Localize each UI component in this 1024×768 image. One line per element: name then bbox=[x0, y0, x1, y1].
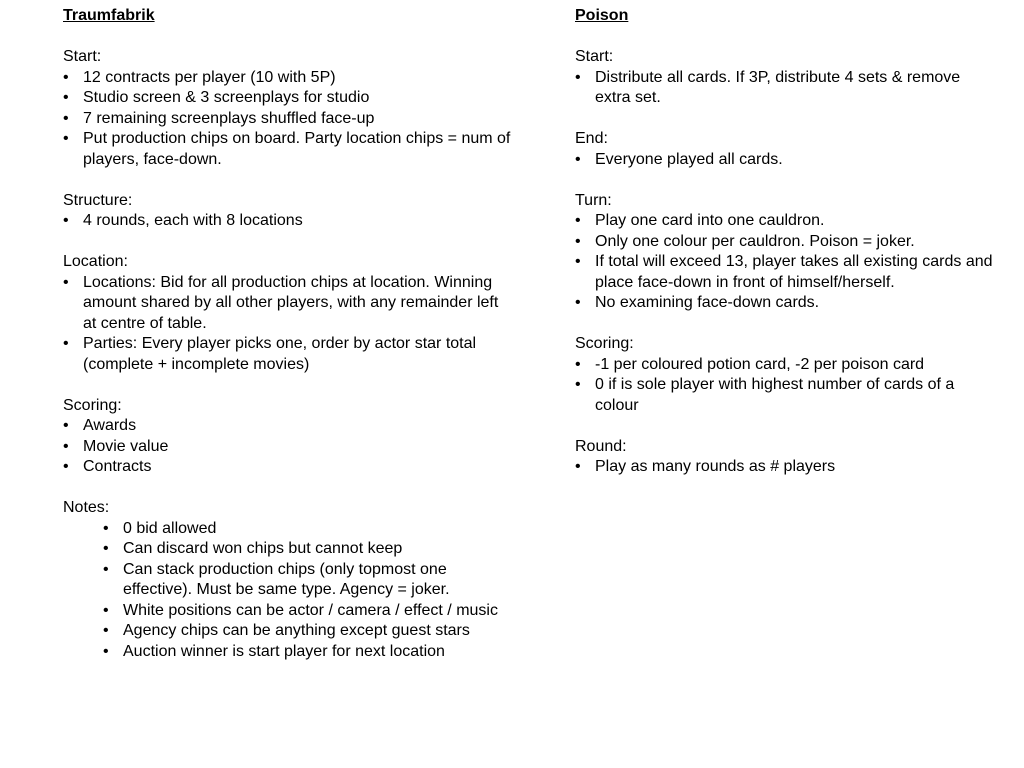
list-item-text: Awards bbox=[83, 417, 137, 434]
list-item-text: Contracts bbox=[83, 458, 152, 475]
list-item-text: Parties: Every player picks one, order by actor star total (complete + incomplete movies) bbox=[83, 335, 477, 373]
bullet-icon: • bbox=[103, 622, 109, 639]
bullet-icon: • bbox=[103, 601, 109, 619]
list-item bbox=[575, 293, 995, 314]
poison-round-section bbox=[575, 437, 995, 478]
bullet-icon: • bbox=[575, 232, 581, 250]
section-heading: Notes: bbox=[63, 499, 110, 516]
list-item bbox=[63, 129, 513, 170]
bullet-list bbox=[575, 150, 995, 171]
bullet-icon: • bbox=[103, 642, 109, 660]
section-heading: End: bbox=[575, 130, 608, 147]
bullet-list bbox=[63, 68, 513, 171]
list-item bbox=[63, 273, 513, 335]
list-item bbox=[63, 437, 513, 458]
list-item bbox=[63, 457, 513, 478]
bullet-icon: • bbox=[63, 273, 69, 291]
traumfabrik-location-section bbox=[63, 252, 513, 375]
list-item bbox=[103, 621, 513, 642]
bullet-icon: • bbox=[103, 519, 109, 537]
list-item-text: Studio screen & 3 screenplays for studio bbox=[83, 89, 370, 106]
list-item-text: Play one card into one cauldron. bbox=[595, 212, 825, 229]
section-heading: Turn: bbox=[575, 191, 612, 209]
section-heading: Location: bbox=[63, 253, 128, 270]
bullet-list bbox=[63, 273, 513, 376]
traumfabrik-scoring-section bbox=[63, 396, 513, 478]
poison-turn-section bbox=[575, 191, 995, 314]
bullet-icon: • bbox=[63, 68, 69, 86]
list-item-text: Locations: Bid for all production chips at location. Winning amount shared by all other players, with any remainder left at centre of table. bbox=[83, 273, 499, 332]
poison-scoring-section bbox=[575, 334, 995, 416]
bullet-icon: • bbox=[63, 458, 69, 475]
list-item bbox=[63, 88, 513, 109]
list-item-text: 0 bid allowed bbox=[123, 519, 217, 537]
list-item bbox=[103, 601, 513, 622]
section-heading: Start: bbox=[63, 48, 102, 65]
list-item-text: 12 contracts per player (10 with 5P) bbox=[83, 68, 336, 86]
bullet-icon: • bbox=[63, 89, 69, 106]
bullet-icon: • bbox=[63, 212, 69, 229]
bullet-icon: • bbox=[103, 540, 109, 557]
section-heading: Structure: bbox=[63, 191, 133, 209]
list-item-text: No examining face-down cards. bbox=[595, 294, 820, 311]
list-item-text: Only one colour per cauldron. Poison = joker. bbox=[595, 232, 915, 250]
traumfabrik-notes-section bbox=[63, 498, 513, 662]
traumfabrik-start-section bbox=[63, 47, 513, 170]
list-item-text: Movie value bbox=[83, 437, 169, 455]
poison-end-section bbox=[575, 129, 995, 170]
list-item-text: Auction winner is start player for next location bbox=[123, 642, 445, 660]
list-item bbox=[575, 150, 995, 171]
list-item bbox=[103, 642, 513, 663]
list-item-text: If total will exceed 13, player takes all existing cards and place face-down in front of himself/herself. bbox=[595, 253, 993, 291]
list-item-text: Distribute all cards. If 3P, distribute 4 sets & remove extra set. bbox=[595, 68, 961, 106]
poison-start-section bbox=[575, 47, 995, 109]
bullet-list bbox=[63, 211, 513, 232]
list-item-text: 7 remaining screenplays shuffled face-up bbox=[83, 109, 375, 127]
list-item-text: -1 per coloured potion card, -2 per poison card bbox=[595, 355, 925, 373]
section-heading: Scoring: bbox=[575, 335, 634, 352]
traumfabrik-column bbox=[63, 6, 513, 662]
traumfabrik-title: Traumfabrik bbox=[63, 7, 155, 24]
list-item bbox=[103, 560, 513, 601]
list-item bbox=[575, 68, 995, 109]
list-item bbox=[575, 232, 995, 253]
bullet-list bbox=[575, 355, 995, 417]
list-item bbox=[575, 211, 995, 232]
list-item-text: White positions can be actor / camera / effect / music bbox=[123, 601, 498, 619]
bullet-icon: • bbox=[63, 109, 69, 127]
bullet-list bbox=[63, 416, 513, 478]
list-item bbox=[63, 109, 513, 130]
list-item-text: Agency chips can be anything except guest stars bbox=[123, 622, 470, 639]
list-item bbox=[575, 375, 995, 416]
section-heading: Scoring: bbox=[63, 396, 122, 414]
list-item bbox=[63, 68, 513, 89]
bullet-icon: • bbox=[63, 130, 69, 147]
bullet-icon: • bbox=[575, 376, 581, 393]
bullet-icon: • bbox=[63, 437, 69, 455]
list-item-text: Put production chips on board. Party location chips = num of players, face-down. bbox=[83, 130, 511, 168]
list-item bbox=[63, 211, 513, 232]
list-item-text: Play as many rounds as # players bbox=[595, 458, 836, 475]
traumfabrik-structure-section bbox=[63, 191, 513, 232]
section-heading: Round: bbox=[575, 437, 627, 455]
bullet-list bbox=[103, 519, 513, 663]
list-item bbox=[103, 519, 513, 540]
section-heading: Start: bbox=[575, 48, 614, 65]
list-item bbox=[575, 252, 995, 293]
list-item bbox=[575, 457, 995, 478]
bullet-icon: • bbox=[575, 355, 581, 373]
list-item bbox=[63, 334, 513, 375]
poison-column bbox=[575, 6, 995, 478]
list-item bbox=[103, 539, 513, 560]
bullet-icon: • bbox=[103, 560, 109, 578]
bullet-list bbox=[575, 457, 995, 478]
list-item-text: Can discard won chips but cannot keep bbox=[123, 540, 403, 557]
list-item-text: Can stack production chips (only topmost one effective). Must be same type. Agency = joker. bbox=[123, 560, 450, 598]
bullet-icon: • bbox=[575, 294, 581, 311]
bullet-icon: • bbox=[63, 335, 69, 352]
bullet-icon: • bbox=[63, 417, 69, 434]
list-item bbox=[63, 416, 513, 437]
bullet-icon: • bbox=[575, 150, 581, 168]
list-item-text: 0 if is sole player with highest number of cards of a colour bbox=[595, 376, 955, 414]
bullet-icon: • bbox=[575, 68, 581, 86]
bullet-icon: • bbox=[575, 458, 581, 475]
bullet-list bbox=[575, 68, 995, 109]
bullet-icon: • bbox=[575, 253, 581, 270]
list-item-text: 4 rounds, each with 8 locations bbox=[83, 212, 303, 229]
poison-title: Poison bbox=[575, 7, 629, 24]
bullet-icon: • bbox=[575, 212, 581, 229]
bullet-list bbox=[575, 211, 995, 314]
list-item bbox=[575, 355, 995, 376]
list-item-text: Everyone played all cards. bbox=[595, 150, 783, 168]
